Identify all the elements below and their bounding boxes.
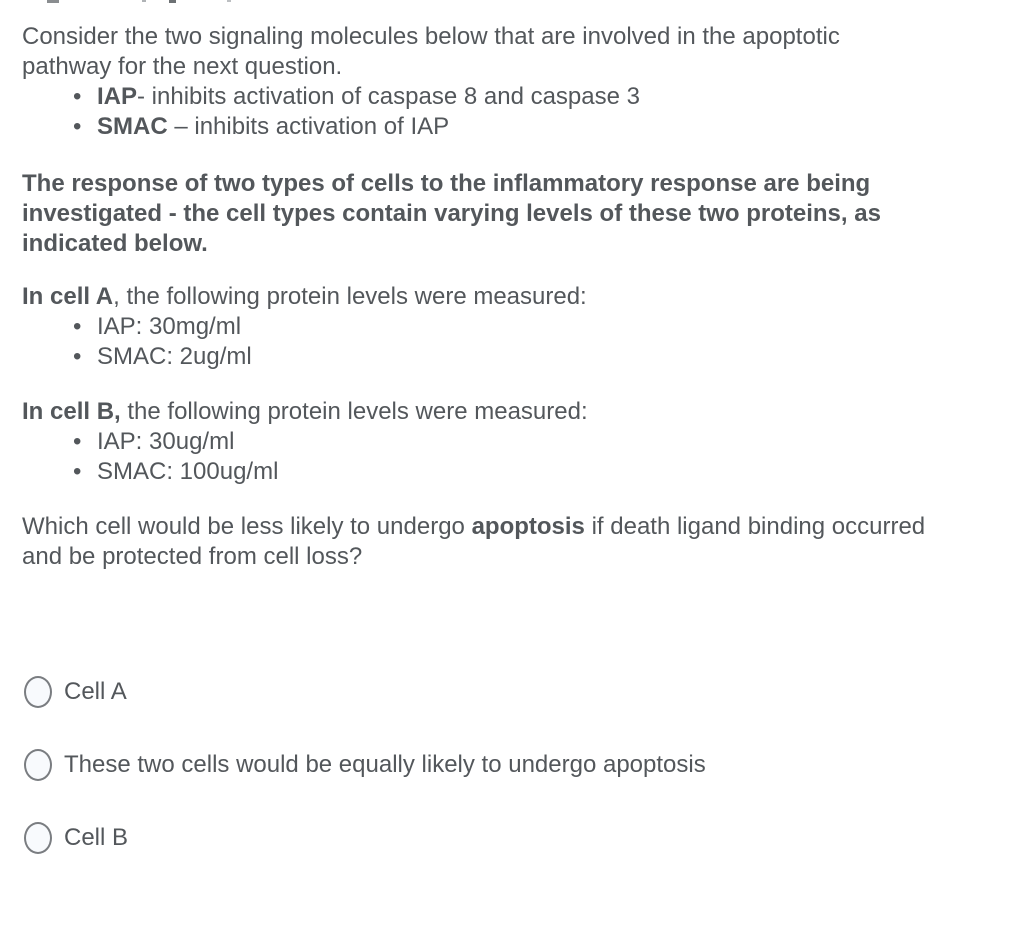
cell-b-heading-bold: In cell B,: [22, 398, 121, 425]
investigation-line-3: indicated below.: [22, 230, 208, 257]
bullet-icon: •: [73, 343, 82, 370]
prompt-line-1: [22, 512, 1004, 542]
prompt-pre: Which cell would be less likely to undergo: [22, 513, 472, 540]
prompt-line-2: and be protected from cell loss?: [22, 543, 363, 570]
level-value: IAP: 30ug/ml: [97, 428, 235, 455]
cell-a-heading-bold: In cell A: [22, 283, 114, 310]
investigation-paragraph: [22, 169, 1004, 259]
bullet-icon: •: [73, 313, 82, 340]
cell-b-level-iap: [73, 427, 1004, 457]
molecule-description: - inhibits activation of caspase 8 and caspase 3: [137, 83, 640, 110]
cell-b-levels-list: [22, 427, 1004, 487]
clipped-text-speck: [169, 0, 176, 3]
radio-button[interactable]: [24, 676, 52, 708]
clipped-text-speck: [227, 0, 231, 2]
option-label[interactable]: Cell A: [64, 678, 127, 705]
bullet-icon: •: [73, 113, 82, 140]
bullet-icon: •: [73, 428, 82, 455]
intro-line-1: Consider the two signaling molecules below that are involved in the apoptotic: [22, 23, 840, 50]
cell-a-level-iap: [73, 312, 1004, 342]
level-value: IAP: 30mg/ml: [97, 313, 242, 340]
intro-line-2: pathway for the next question.: [22, 53, 343, 80]
option-label[interactable]: These two cells would be equally likely to undergo apoptosis: [64, 751, 706, 778]
investigation-line-1: The response of two types of cells to the inflammatory response are being: [22, 170, 871, 197]
radio-option-cell-b[interactable]: [22, 822, 1004, 854]
clipped-text-speck: [47, 0, 59, 3]
cell-a-level-smac: [73, 342, 1004, 372]
molecule-description: – inhibits activation of IAP: [167, 113, 450, 140]
question-prompt: [22, 512, 1004, 572]
radio-option-equally-likely[interactable]: [22, 749, 1004, 781]
molecule-name: IAP: [97, 83, 138, 110]
molecule-item-smac: [73, 112, 1004, 142]
intro-paragraph: [22, 22, 1004, 82]
bullet-icon: •: [73, 458, 82, 485]
quiz-question-body: [0, 22, 1024, 854]
cell-a-heading: [22, 282, 1004, 312]
answer-options: [22, 676, 1004, 854]
radio-button[interactable]: [24, 749, 52, 781]
cell-a-heading-rest: , the following protein levels were measured:: [113, 283, 587, 310]
option-label[interactable]: Cell B: [64, 824, 129, 851]
molecule-item-iap: [73, 82, 1004, 112]
prompt-bold: apoptosis: [471, 513, 585, 540]
molecule-list: [22, 82, 1004, 142]
cell-b-heading-rest: the following protein levels were measured:: [120, 398, 588, 425]
cell-a-levels-list: [22, 312, 1004, 372]
clipped-text-fragment: [0, 0, 1024, 6]
molecule-name: SMAC: [97, 113, 168, 140]
level-value: SMAC: 2ug/ml: [97, 343, 252, 370]
cell-b-level-smac: [73, 457, 1004, 487]
bullet-icon: •: [73, 83, 82, 110]
investigation-line-2: investigated - the cell types contain varying levels of these two proteins, as: [22, 200, 881, 227]
radio-option-cell-a[interactable]: [22, 676, 1004, 708]
radio-button[interactable]: [24, 822, 52, 854]
level-value: SMAC: 100ug/ml: [97, 458, 279, 485]
cell-b-heading: [22, 397, 1004, 427]
clipped-text-speck: [142, 0, 146, 2]
prompt-post: if death ligand binding occurred: [584, 513, 926, 540]
